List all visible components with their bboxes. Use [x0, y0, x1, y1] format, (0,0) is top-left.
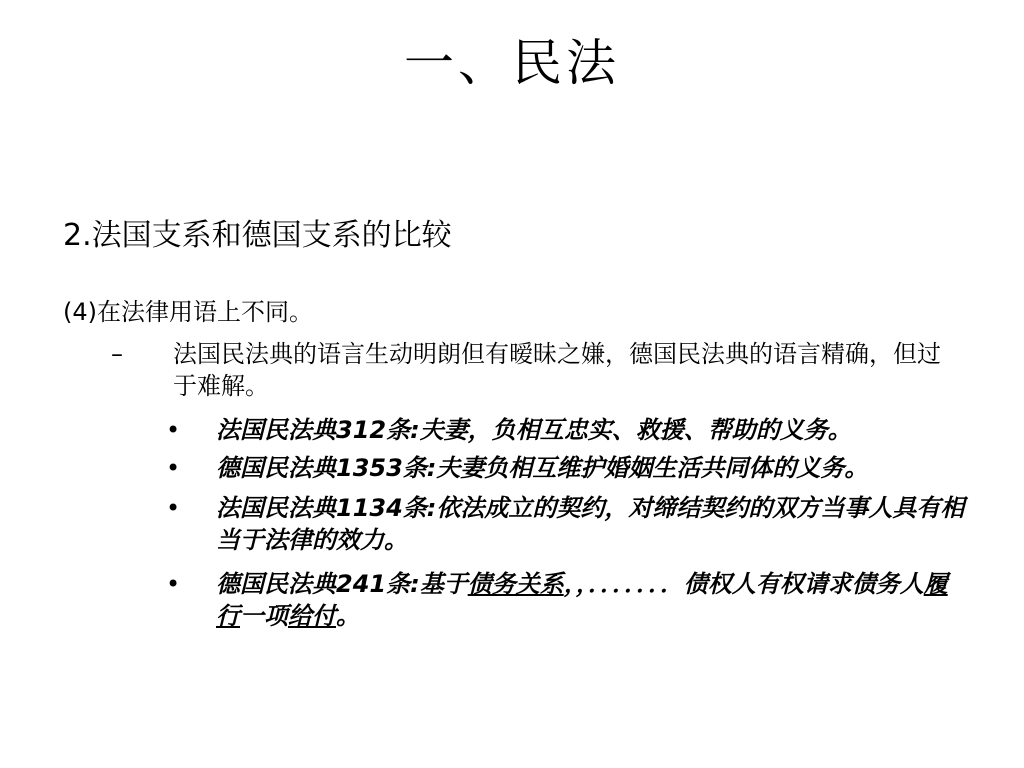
bullet-text-segment: 德国民法典241条:基于 — [216, 570, 468, 598]
bullet-marker: • — [166, 494, 181, 522]
term-prestation: 给付 — [288, 602, 336, 630]
bullet-marker: • — [166, 416, 181, 444]
bullet-text-segment: ，，．．．．．．．债权人有权请求债务人 — [563, 570, 924, 598]
section-heading: 2.法国支系和德国支系的比较 — [63, 218, 452, 253]
bullet-text: 法国民法典1134条:依法成立的契约，对缔结契约的双方当事人具有相当于法律的效力。 — [216, 494, 965, 554]
term-debt-relationship: 债务关系 — [467, 570, 564, 598]
bullet-text: 法国民法典312条:夫妻，负相互忠实、救援、帮助的义务。 — [216, 416, 852, 444]
bullet-text — [216, 568, 966, 632]
bullet-text-segment: 一项 — [240, 602, 288, 630]
dash-marker: – — [111, 340, 123, 368]
bullet-text-segment: 。 — [336, 602, 360, 630]
bullet-text: 德国民法典1353条:夫妻负相互维护婚姻生活共同体的义务。 — [216, 454, 869, 482]
bullet-marker: • — [166, 570, 181, 598]
dash-item-text: 法国民法典的语言生动明朗但有暧昧之嫌，德国民法典的语言精确，但过于难解。 — [173, 340, 941, 400]
subsection-heading: (4)在法律用语上不同。 — [63, 298, 313, 326]
term-performance: 履行 — [216, 570, 948, 630]
slide-title: 一、民法 — [404, 34, 620, 92]
bullet-marker: • — [166, 454, 181, 482]
